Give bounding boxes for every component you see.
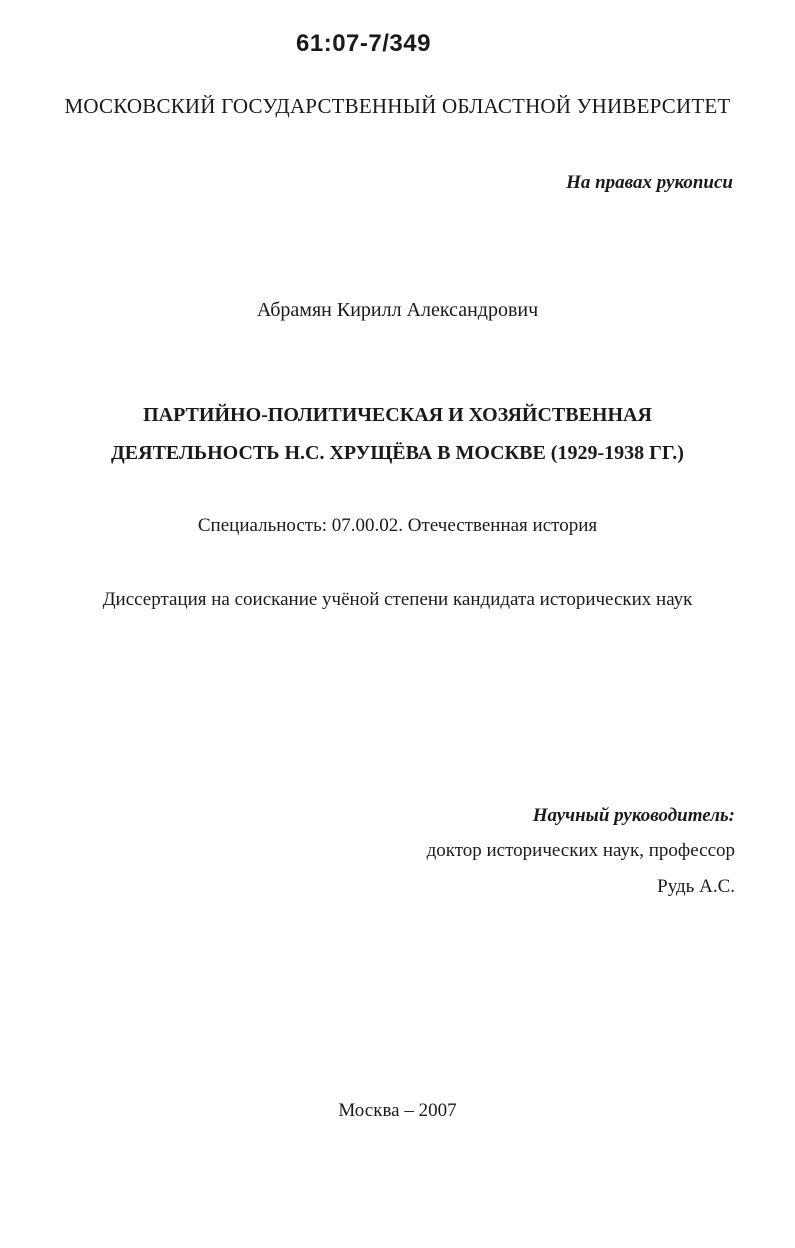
university-name: МОСКОВСКИЙ ГОСУДАРСТВЕННЫЙ ОБЛАСТНОЙ УНИВЕРСИТЕТ	[64, 94, 731, 118]
dissertation-description: Диссертация на соискание учёной степени кандидата исторических наук	[102, 589, 693, 610]
author-name: Абрамян Кирилл Александрович	[256, 299, 539, 321]
thesis-title-line-2: ДЕЯТЕЛЬНОСТЬ Н.С. ХРУЩЁВА В МОСКВЕ (1929-1938 ГГ.)	[111, 442, 684, 464]
advisor-name: Рудь А.С.	[657, 876, 735, 897]
advisor-heading: Научный руководитель:	[532, 805, 735, 826]
advisor-degree: доктор исторических наук, профессор	[426, 840, 735, 861]
thesis-title-line-1: ПАРТИЙНО-ПОЛИТИЧЕСКАЯ И ХОЗЯЙСТВЕННАЯ	[143, 404, 652, 426]
specialty: Специальность: 07.00.02. Отечественная история	[197, 515, 598, 536]
place-and-year: Москва – 2007	[338, 1100, 457, 1121]
manuscript-note: На правах рукописи	[566, 172, 733, 193]
catalog-number: 61:07-7/349	[296, 30, 431, 57]
